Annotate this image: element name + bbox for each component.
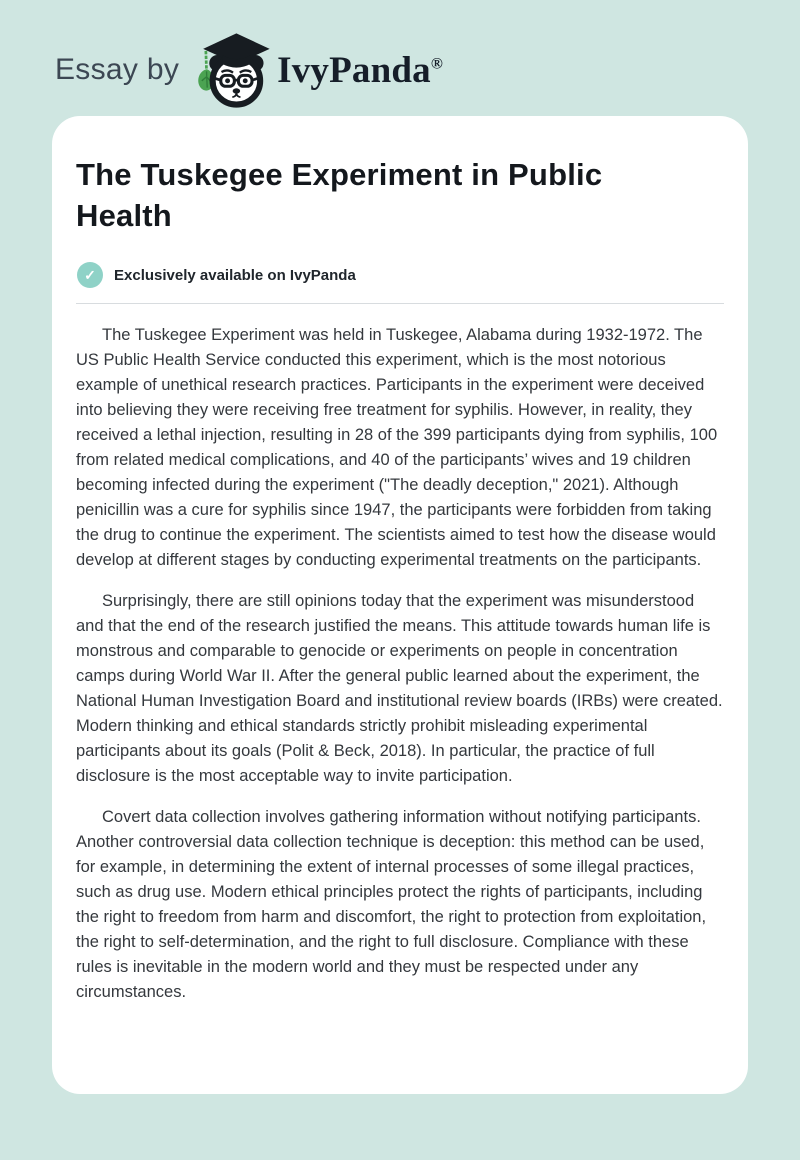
registered-mark: ® xyxy=(430,55,444,73)
panda-graduate-icon xyxy=(195,31,271,113)
essay-card xyxy=(52,116,748,1094)
availability-row xyxy=(77,262,724,288)
availability-label: Exclusively available on IvyPanda xyxy=(114,266,356,284)
brand-wordmark xyxy=(277,49,443,92)
check-icon: ✓ xyxy=(77,262,103,288)
essay-paragraph: Covert data collection involves gathering information without notifying participants. Another controversial data collection technique is deception: this method can be used, for example, in determining the extent of internal processes of some illegal practices, such as drug use. Modern ethical principles protect the rights of participants, including the right to freedom from harm and discomfort, the right to protection from exploitation, the right to self-determination, and the right to full disclosure. Compliance with these rules is inevitable in the modern world and they must be respected under any circumstances. xyxy=(76,808,707,1001)
essay-paragraph: Surprisingly, there are still opinions today that the experiment was misunderstood and that the end of the research justified the means. This attitude towards human life is monstrous and comparable to genocide or experiments on people in concentration camps during World War II. After the general public learned about the experiment, the National Human Investigation Board and institutional review boards (IRBs) were created. Modern thinking and ethical standards strictly prohibit misleading experimental participants about its goals (Polit & Beck, 2018). In particular, the practice of full disclosure is the most acceptable way to invite participation. xyxy=(76,592,723,785)
divider xyxy=(76,303,724,304)
essay-body xyxy=(76,323,724,1005)
page-title: The Tuskegee Experiment in Public Health xyxy=(76,157,603,233)
page-header xyxy=(0,0,800,112)
essay-paragraph: The Tuskegee Experiment was held in Tuskegee, Alabama during 1932-1972. The US Public Health Service conducted this experiment, which is the most notorious example of unethical research practices. Participants in the experiment were deceived into believing they were receiving free treatment for syphilis. However, in reality, they received a lethal injection, resulting in 28 of the 399 participants dying from syphilis, 100 from related medical complications, and 40 of the participants’ wives and 19 children becoming infected during the experiment ("The deadly deception," 2021). Although penicillin was a cure for syphilis since 1947, the participants were forbidden from taking the drug to continue the experiment. The scientists aimed to test how the disease would develop at different stages by conducting experimental treatments on the participants. xyxy=(76,326,718,569)
brand-name: IvyPanda xyxy=(277,49,431,91)
essay-by-label: Essay by xyxy=(55,53,180,86)
